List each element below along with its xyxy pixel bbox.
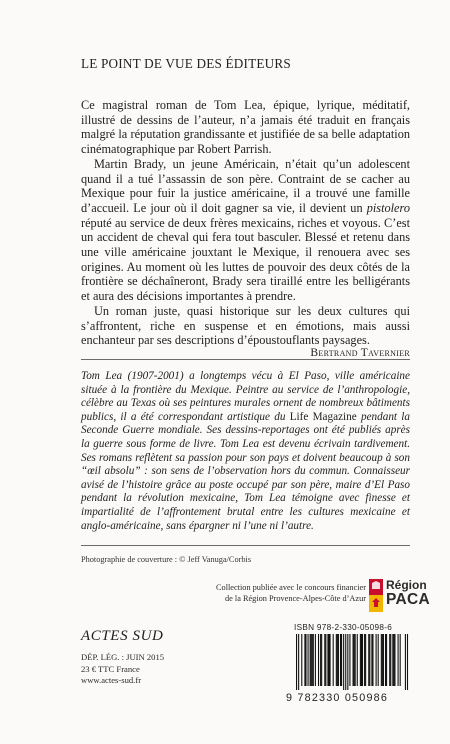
barcode-bars (286, 634, 413, 690)
barcode-bar (320, 634, 321, 686)
bio-part-2: pendant la Seconde Guerre mondiale. Ses dessins-reportages ont été publiés après la guerre sous forme de livre. Tom Lea est devenu écrivain tardivement. Ses romans reflètent sa passion pour son pays et doivent beaucoup à son “œil absolu” : son sens de l’observation hors du commun. Connaisseur avisé de l’histoire grâce au poste occupé par son père, maire d’El Paso pendant la révolution mexicaine, Tom Lea témoigne avec finesse et impartialité de l’affrontement brutal entre les cultures mexicaine et anglo-américaine, sans épargner ni l’une ni l’autre. (81, 410, 410, 532)
barcode-bar (393, 634, 394, 686)
barcode-bar (369, 634, 370, 686)
barcode-bar (301, 634, 302, 686)
barcode-bar (362, 634, 363, 686)
barcode-bar (381, 634, 382, 686)
barcode-bar (338, 634, 339, 686)
divider-top (81, 359, 410, 360)
barcode-bar (313, 634, 314, 686)
barcode-bar (371, 634, 372, 686)
barcode-bar (361, 634, 362, 686)
barcode-bar (355, 634, 356, 686)
isbn: ISBN 978-2-330-05098-6 (294, 623, 393, 632)
barcode-bar (392, 634, 393, 686)
barcode-bar (304, 634, 305, 686)
barcode-bar (318, 634, 319, 686)
barcode-bar (298, 634, 299, 690)
barcode-bar (333, 634, 334, 686)
barcode-bar (340, 634, 341, 686)
barcode-bar (386, 634, 387, 686)
region-name: PACA (386, 591, 430, 608)
barcode-bar (311, 634, 312, 686)
barcode-bar (305, 634, 306, 686)
barcode-bar (383, 634, 384, 686)
barcode-bar (327, 634, 328, 686)
barcode-bar (357, 634, 358, 686)
publication-info (81, 652, 164, 687)
barcode-bar (385, 634, 386, 686)
synopsis-part-1: Martin Brady, un jeune Américain, n’était qu’un adolescent quand il a tué l’assassin de son père. Contraint de se cacher au Mexique pour fuir la justice américaine, il a trouvé une famille d’accueil. Le jour où il doit gagner sa vie, il devient un (81, 156, 410, 215)
paragraph-intro: Ce magistral roman de Tom Lea, épique, lyrique, méditatif, illustré de dessins de l’auteur, n’a jamais été traduit en français malgré la réputation grandissante et justifiée de sa belle adaptation cinématographique par Robert Parrish. (81, 98, 410, 157)
price: 23 € TTC France (81, 663, 140, 674)
barcode-bar (336, 634, 337, 686)
barcode-bar (315, 634, 316, 686)
region-flag-icon (369, 579, 383, 612)
barcode-bar (407, 634, 408, 690)
barcode-bar (405, 634, 406, 690)
barcode-bar (376, 634, 377, 686)
divider-bottom (81, 545, 410, 546)
collaboration-line-1: Collection publiée avec le concours financier (216, 583, 366, 592)
region-label: Région (386, 578, 427, 592)
barcode-bar (353, 634, 354, 686)
barcode-bar (328, 634, 329, 686)
website: www.actes-sud.fr (81, 675, 142, 686)
signature: Bertrand Tavernier (310, 346, 410, 359)
barcode-bar (310, 634, 311, 686)
barcode-bar (312, 634, 313, 686)
paragraph-conclusion: Un roman juste, quasi historique sur les deux cultures qui s’affrontent, riche en suspense et en émotions, mais aussi enchanteur par ses descriptions d’époustouflants paysages. (81, 303, 410, 348)
bio-magazine: Life Magazine (289, 410, 357, 423)
barcode-bar (368, 634, 369, 686)
synopsis-part-2: réputé au service de deux frères mexicains, riches et voyous. C’est un accident de cheval qui fera tout basculer. Blessé et retenu dans une ville américaine jouxtant le Mexique, il renouera avec ses origines. Au moment où les luttes de pouvoir des deux côtés de la frontière se déchaîneront, Brady sera tiraillé entre les belligérants et aura des décisions importantes à prendre. (81, 215, 410, 304)
barcode-digits: 9 782330 050986 (286, 692, 389, 704)
barcode-bar (354, 634, 355, 686)
barcode-bar (296, 634, 297, 690)
barcode-bar (330, 634, 331, 686)
barcode-bar (343, 634, 344, 690)
barcode-bar (398, 634, 399, 686)
barcode-bar (347, 634, 348, 690)
publisher-name: ACTES SUD (81, 628, 164, 644)
barcode-bar (400, 634, 401, 686)
barcode-bar (324, 634, 325, 686)
barcode-bar (372, 634, 373, 686)
synopsis-italic-word: pistolero (366, 200, 410, 215)
barcode-bar (378, 634, 379, 686)
legal-deposit: DÉP. LÉG. : JUIN 2015 (81, 652, 165, 662)
barcode-bar (345, 634, 346, 690)
region-paca-logo (369, 578, 430, 614)
barcode-bar (389, 634, 390, 686)
barcode-bar (341, 634, 342, 686)
page-heading: LE POINT DE VUE DES ÉDITEURS (81, 56, 291, 71)
barcode-bar (382, 634, 383, 686)
barcode-bar (360, 634, 361, 686)
barcode-bar (394, 634, 395, 686)
barcode (286, 634, 413, 704)
barcode-bar (321, 634, 322, 686)
barcode-bar (337, 634, 338, 686)
editor-text (81, 98, 410, 348)
barcode-bar (349, 634, 350, 686)
author-bio (81, 370, 410, 533)
barcode-bar (308, 634, 309, 686)
collaboration-note (151, 582, 366, 604)
paragraph-synopsis (81, 157, 410, 304)
barcode-bar (364, 634, 365, 686)
barcode-bar (325, 634, 326, 686)
barcode-bar (390, 634, 391, 686)
photo-credit: Photographie de couverture : © Jeff Vanuga/Corbis (81, 555, 252, 564)
bio-part-1: Tom Lea (1907-2001) a longtemps vécu à El Paso, ville américaine située à la frontière du Mexique. Peintre au service de l’anthropologie, célèbre au Texas où ses peintures murales ornent de nombreux bâtiments publics, il a été correspondant artistique du (81, 370, 410, 423)
collaboration-line-2: de la Région Provence-Alpes-Côte d’Azur (224, 594, 366, 604)
barcode-bar (365, 634, 366, 686)
